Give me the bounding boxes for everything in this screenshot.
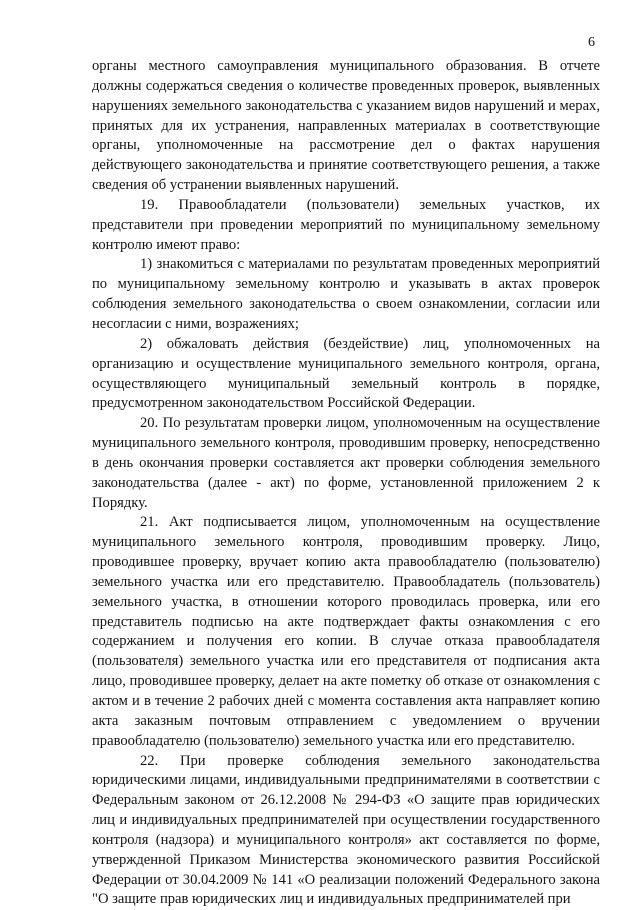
paragraph-20: 20. По результатам проверки лицом, уполномоченным на осуществление муниципального земельного контроля, проводившим проверку, непосредственно в день окончания проверки составляется акт проверки соблюдения земельного законодательства (далее - акт) по форме, установленной приложением 2 к Порядку. (92, 415, 600, 511)
paragraph-19: 19. Правообладатели (пользователи) земельных участков, их представители при проведении мероприятий по муниципальному земельному контролю имеют право: (92, 196, 600, 253)
paragraph-21: 21. Акт подписывается лицом, уполномоченным на осуществление муниципального земельного контроля, проводившим проверку. Лицо, проводившее проверку, вручает копию акта правообладателю (пользователю) земельного участка или его представителю. Правообладатель (пользователь) земельного участка, в отношении которого проводилась проверка, или его представитель подписью на акте подтверждает факты ознакомления с его содержанием и получения его копии. В случае отказа правообладателя (пользователя) земельного участка или его представителя от подписания акта лицо, проводившее проверку, делает на акте пометку об отказе от ознакомления с актом и в течение 2 рабочих дней с момента составления акта направляет копию акта заказным почтовым отправлением с уведомлением о вручении правообладателю (пользователю) земельного участка или его представителю. (92, 514, 600, 749)
paragraph-19-item-1: 1) знакомиться с материалами по результатам проведенных мероприятий по муниципальному земельному контролю и указывать в актах проверок соблюдения земельного законодательства о своем ознакомлении, согласии или несогласии с ними, возражениях; (92, 256, 600, 332)
paragraph-22: 22. При проверке соблюдения земельного законодательства юридическими лицами, индивидуальными предпринимателями в соответствии с Федеральным законом от 26.12.2008 № 294-ФЗ «О защите прав юридических лиц и индивидуальных предпринимателей при осуществлении государственного контроля (надзора) и муниципального контроля» акт составляется по форме, утвержденной Приказом Министерства экономического развития Российской Федерации от 30.04.2009 № 141 «О реализации положений Федерального закона "О защите прав юридических лиц и индивидуальных предпринимателей при (92, 752, 600, 908)
page-number: 6 (588, 35, 595, 50)
paragraph-19-item-2: 2) обжаловать действия (бездействие) лиц, уполномоченных на организацию и осуществление муниципального земельного контроля, органа, осуществляющего муниципальный земельный контроль в порядке, предусмотренном законодательством Российской Федерации. (92, 335, 600, 412)
document-body (92, 57, 600, 910)
paragraph-report-contents: органы местного самоуправления муниципального образования. В отчете должны содержаться сведения о количестве проведенных проверок, выявленных нарушениях земельного законодательства с указанием видов нарушений и мерах, принятых для их устранения, направленных материалах в соответствующие органы, уполномоченные на рассмотрение дел о фактах нарушения действующего законодательства и принятие соответствующего решения, а также сведения об устранении выявленных нарушений. (92, 58, 600, 194)
